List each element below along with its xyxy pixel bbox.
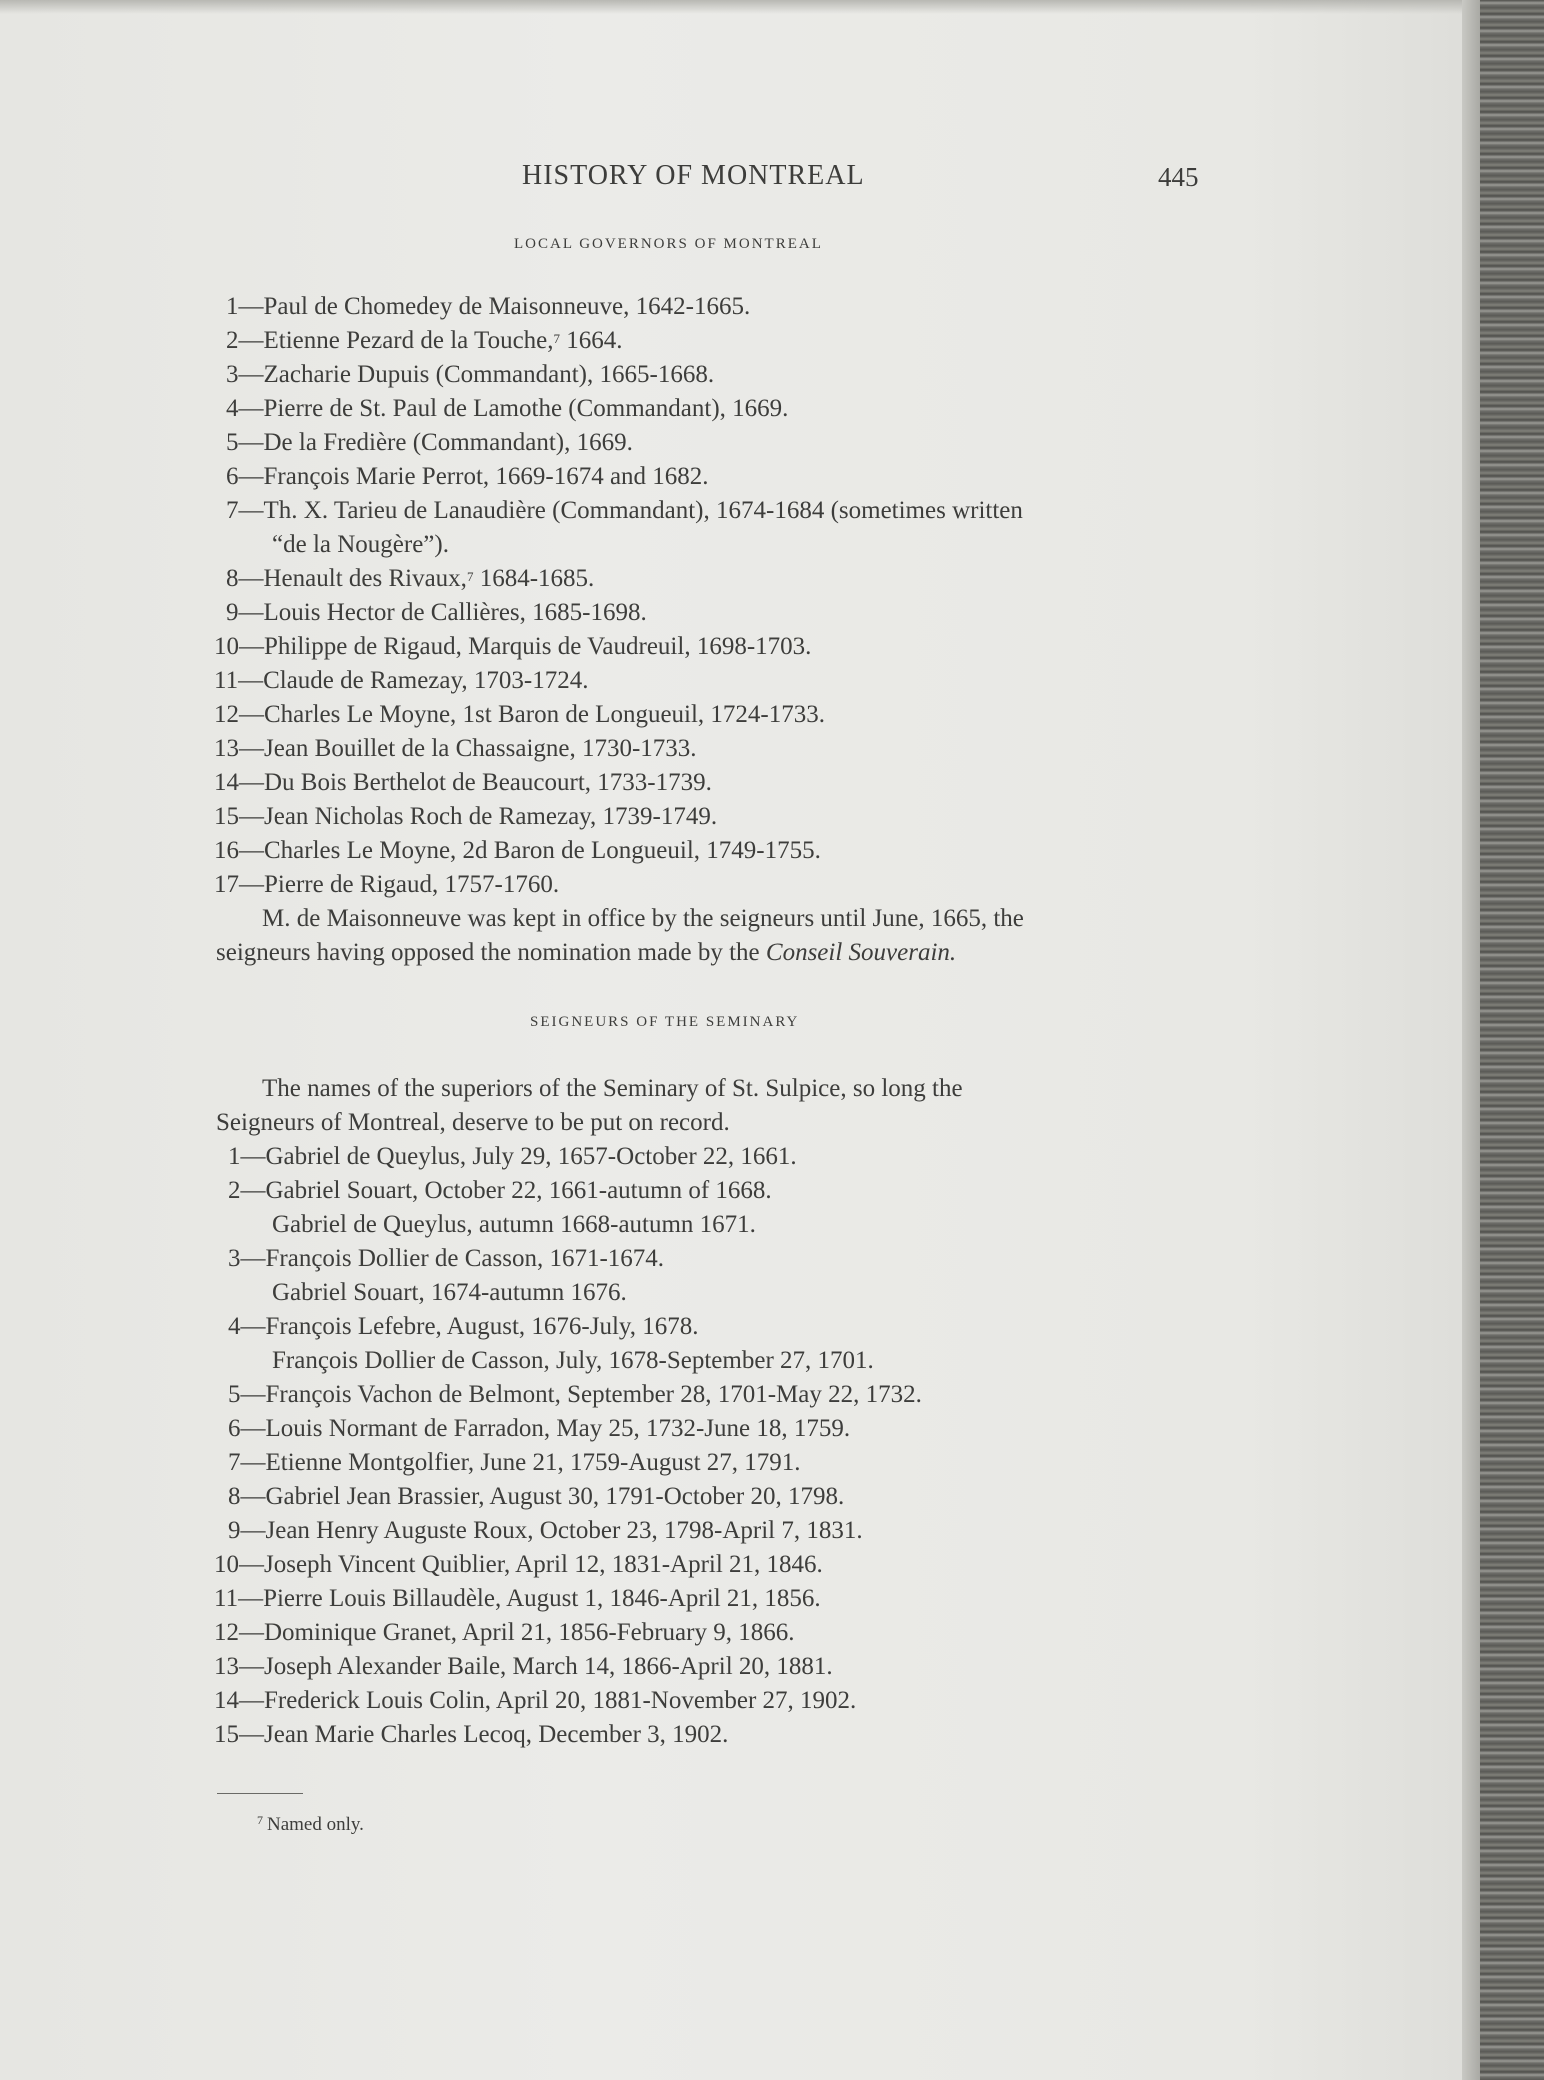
list-item: 13—Jean Bouillet de la Chassaigne, 1730-1733. xyxy=(214,735,697,762)
list-item-dates: 1684-1685. xyxy=(473,565,595,592)
list-item: 7—Etienne Montgolfier, June 21, 1759-August 27, 1791. xyxy=(228,1449,801,1476)
list-item: Gabriel de Queylus, autumn 1668-autumn 1671. xyxy=(272,1211,756,1238)
list-item: 14—Du Bois Berthelot de Beaucourt, 1733-1739. xyxy=(214,769,712,796)
book-edge-pages xyxy=(1480,0,1544,2080)
footnote-rule xyxy=(217,1793,303,1794)
list-item xyxy=(226,562,594,596)
list-item: 4—Pierre de St. Paul de Lamothe (Commandant), 1669. xyxy=(226,395,789,422)
list-item: 15—Jean Nicholas Roch de Ramezay, 1739-1749. xyxy=(214,803,718,830)
footnote-reference: 7 xyxy=(466,569,474,584)
list-item xyxy=(226,324,623,358)
list-item: 2—Gabriel Souart, October 22, 1661-autumn of 1668. xyxy=(228,1177,772,1204)
list-item: 10—Philippe de Rigaud, Marquis de Vaudreuil, 1698-1703. xyxy=(214,633,812,660)
section-heading-seminary: SEIGNEURS OF THE SEMINARY xyxy=(530,1014,800,1030)
page-number: 445 xyxy=(1158,162,1199,192)
list-item: 15—Jean Marie Charles Lecoq, December 3, 1902. xyxy=(214,1721,729,1748)
list-item: 7—Th. X. Tarieu de Lanaudière (Commandant), 1674-1684 (sometimes written xyxy=(226,497,1023,524)
list-item: 13—Joseph Alexander Baile, March 14, 1866-April 20, 1881. xyxy=(214,1653,833,1680)
list-item: Gabriel Souart, 1674-autumn 1676. xyxy=(272,1279,627,1306)
list-item-text: 2—Etienne Pezard de la Touche, xyxy=(226,327,554,354)
intro-paragraph-line: Seigneurs of Montreal, deserve to be put on record. xyxy=(216,1109,730,1136)
list-item: 11—Pierre Louis Billaudèle, August 1, 1846-April 21, 1856. xyxy=(214,1585,821,1612)
section-heading-governors: LOCAL GOVERNORS OF MONTREAL xyxy=(514,236,823,252)
list-item-text: 8—Henault des Rivaux, xyxy=(226,565,467,592)
list-item: 4—François Lefebre, August, 1676-July, 1678. xyxy=(228,1313,699,1340)
running-title: HISTORY OF MONTREAL xyxy=(522,160,865,191)
list-item: 3—Zacharie Dupuis (Commandant), 1665-1668. xyxy=(226,361,715,388)
footnote-marker: 7 xyxy=(257,1813,263,1827)
list-item: François Dollier de Casson, July, 1678-September 27, 1701. xyxy=(272,1347,874,1374)
list-item: 5—De la Fredière (Commandant), 1669. xyxy=(226,429,633,456)
page-top-shadow xyxy=(0,0,1462,14)
list-item: 16—Charles Le Moyne, 2d Baron de Longueuil, 1749-1755. xyxy=(214,837,821,864)
footnote-text: Named only. xyxy=(267,1814,364,1835)
list-item: 9—Louis Hector de Callières, 1685-1698. xyxy=(226,599,647,626)
list-item: 8—Gabriel Jean Brassier, August 30, 1791-October 20, 1798. xyxy=(228,1483,845,1510)
list-item: 12—Dominique Granet, April 21, 1856-February 9, 1866. xyxy=(214,1619,795,1646)
list-item: 6—François Marie Perrot, 1669-1674 and 1682. xyxy=(226,463,709,490)
note-text: seigneurs having opposed the nomination made by the xyxy=(216,939,766,966)
note-italic-text: Conseil Souverain. xyxy=(765,939,957,966)
page-gutter-shadow xyxy=(1462,0,1480,2080)
intro-paragraph-line: The names of the superiors of the Seminary of St. Sulpice, so long the xyxy=(262,1075,963,1102)
list-item: 1—Paul de Chomedey de Maisonneuve, 1642-1665. xyxy=(226,293,751,320)
note-paragraph-line xyxy=(216,936,956,970)
list-item-continuation: “de la Nougère”). xyxy=(272,531,449,558)
list-item: 9—Jean Henry Auguste Roux, October 23, 1798-April 7, 1831. xyxy=(228,1517,863,1544)
footnote xyxy=(257,1812,364,1839)
list-item: 14—Frederick Louis Colin, April 20, 1881-November 27, 1902. xyxy=(214,1687,857,1714)
list-item: 1—Gabriel de Queylus, July 29, 1657-October 22, 1661. xyxy=(228,1143,797,1170)
list-item: 17—Pierre de Rigaud, 1757-1760. xyxy=(214,871,560,898)
list-item: 10—Joseph Vincent Quiblier, April 12, 1831-April 21, 1846. xyxy=(214,1551,823,1578)
note-paragraph-line: M. de Maisonneuve was kept in office by the seigneurs until June, 1665, the xyxy=(262,905,1024,932)
list-item: 5—François Vachon de Belmont, September 28, 1701-May 22, 1732. xyxy=(228,1381,922,1408)
list-item-dates: 1664. xyxy=(560,327,623,354)
list-item: 11—Claude de Ramezay, 1703-1724. xyxy=(214,667,589,694)
list-item: 12—Charles Le Moyne, 1st Baron de Longueuil, 1724-1733. xyxy=(214,701,826,728)
list-item: 3—François Dollier de Casson, 1671-1674. xyxy=(228,1245,665,1272)
footnote-reference: 7 xyxy=(553,331,561,346)
list-item: 6—Louis Normant de Farradon, May 25, 1732-June 18, 1759. xyxy=(228,1415,851,1442)
